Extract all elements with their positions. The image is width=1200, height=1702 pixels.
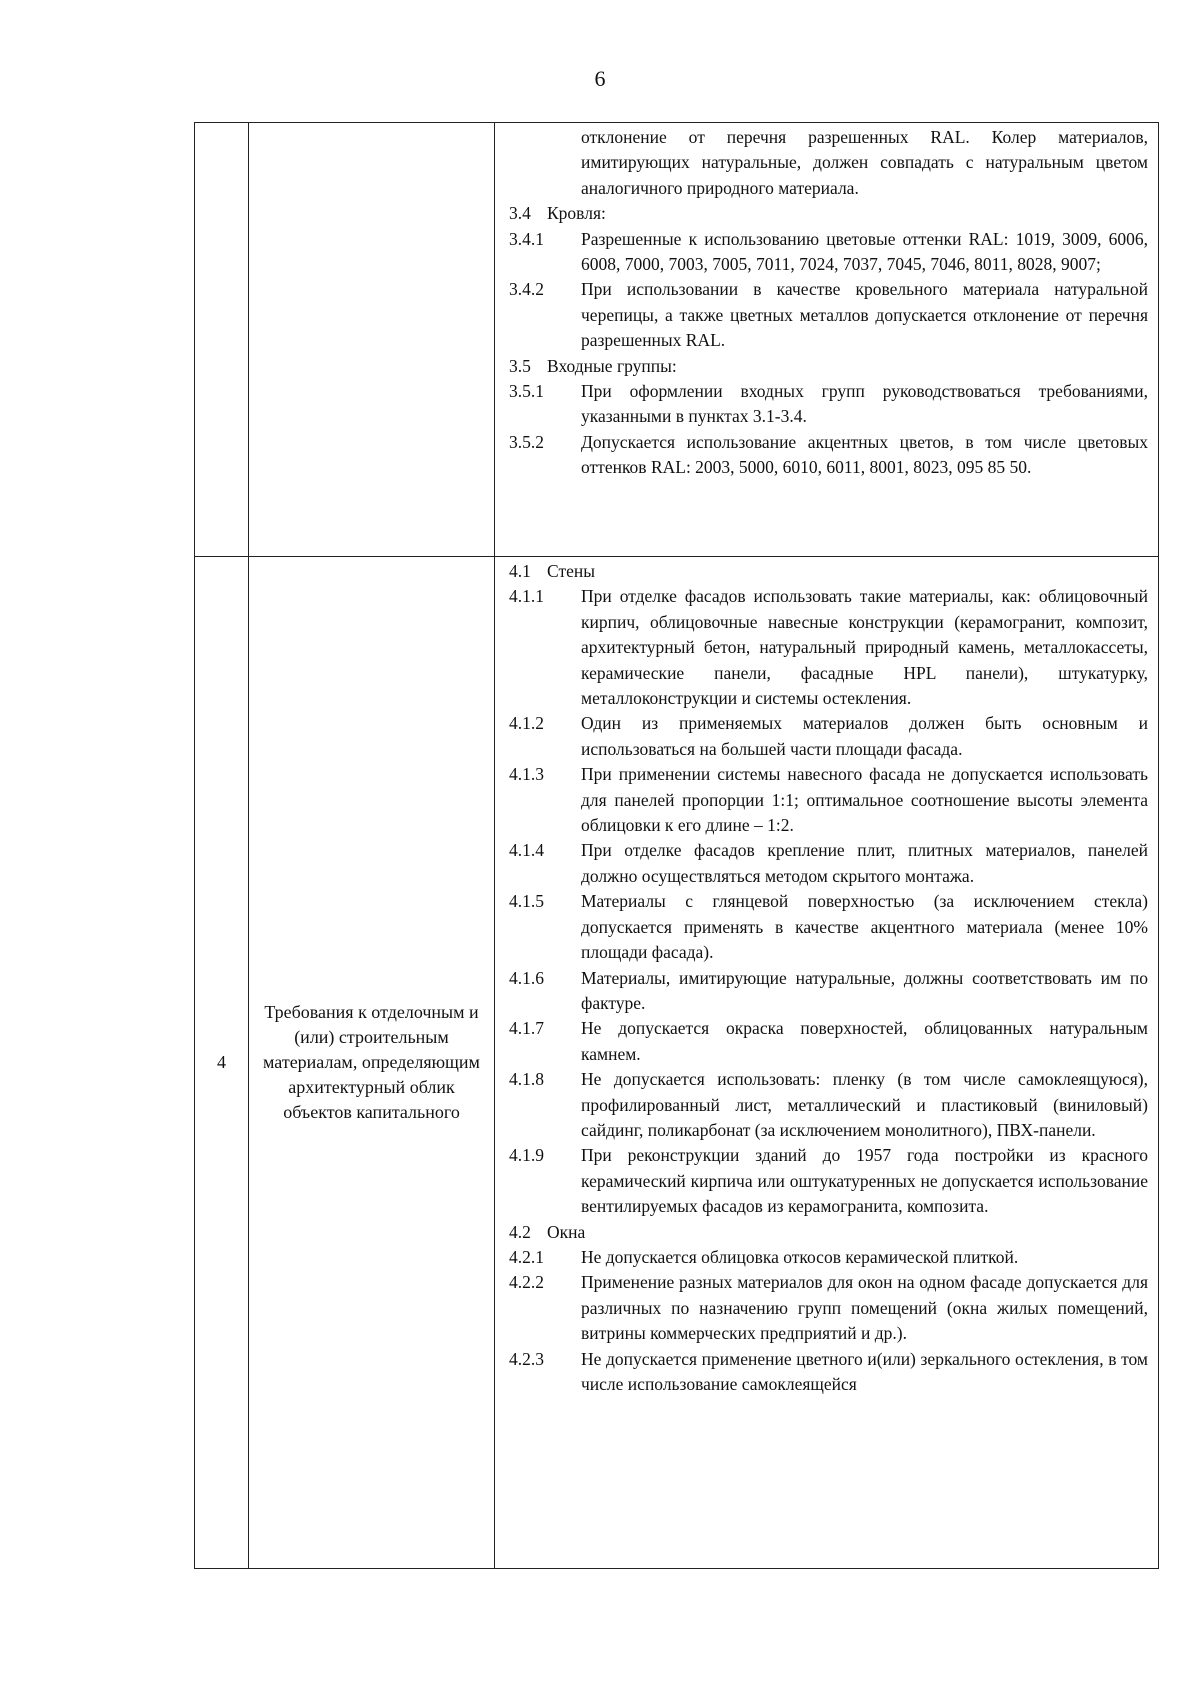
page-number: 6	[594, 66, 606, 91]
item-text: Не допускается применение цветного и(или) зеркального остекления, в том числе использование самоклеящейся	[581, 1348, 1148, 1394]
section-heading	[509, 354, 1148, 379]
list-item	[509, 379, 1148, 430]
item-text: Материалы с глянцевой поверхностью (за исключением стекла) допускается применять в качестве акцентного материала (менее 10% площади фасада).	[581, 891, 1148, 963]
list-item	[509, 838, 1148, 889]
list-item	[509, 1347, 1148, 1398]
section-list	[509, 201, 1148, 480]
list-item	[509, 584, 1148, 711]
section-number: 4.2	[509, 1221, 531, 1242]
table-row	[195, 123, 1159, 557]
section-heading	[509, 1220, 1148, 1245]
list-item	[509, 1067, 1148, 1143]
row-title-cell	[249, 123, 495, 557]
list-item	[509, 1270, 1148, 1346]
item-number: 4.2.1	[509, 1246, 544, 1267]
item-text: При оформлении входных групп руководствоваться требованиями, указанными в пунктах 3.1-3.4.	[581, 381, 1148, 427]
list-item	[509, 1143, 1148, 1219]
section-heading	[509, 201, 1148, 226]
item-number: 4.2.2	[509, 1272, 544, 1293]
item-number: 3.4.2	[509, 279, 544, 300]
item-text: Применение разных материалов для окон на одном фасаде допускается для различных по назначению групп помещений (окна жилых помещений, витрины коммерческих предприятий и др.).	[581, 1272, 1148, 1344]
item-number: 3.4.1	[509, 228, 544, 249]
item-text: Материалы, имитирующие натуральные, должны соответствовать им по фактуре.	[581, 967, 1148, 1013]
row-number-cell	[195, 123, 249, 557]
item-text: При отделке фасадов использовать такие материалы, как: облицовочный кирпич, облицовочные навесные конструкции (керамогранит, композит, архитектурный бетон, натуральный природный камень, металлокассеты, керамические панели, фасадные HPL панели), штукатурку, металлоконструкции и системы остекления.	[581, 586, 1148, 709]
item-number: 3.5.1	[509, 381, 544, 402]
section-title: Стены	[547, 561, 595, 581]
item-number: 4.2.3	[509, 1348, 544, 1369]
row-content-cell	[495, 557, 1159, 1569]
item-number: 4.1.7	[509, 1018, 544, 1039]
item-number: 4.1.2	[509, 713, 544, 734]
section-number: 3.4	[509, 203, 531, 224]
item-text: При реконструкции зданий до 1957 года постройки из красного керамический кирпича или оштукатуренных не допускается использование вентилируемых фасадов из керамогранита, композита.	[581, 1145, 1148, 1217]
item-text: Не допускается окраска поверхностей, облицованных натуральным камнем.	[581, 1018, 1148, 1064]
item-text: Не допускается использовать: пленку (в том числе самоклеящуюся), профилированный лист, металлический и пластиковый (виниловый) сайдинг, поликарбонат (за исключением монолитного), ПВХ-панели.	[581, 1069, 1148, 1140]
item-text: Не допускается облицовка откосов керамической плиткой.	[581, 1246, 1019, 1267]
item-number: 4.1.5	[509, 891, 544, 912]
section-heading	[509, 559, 1148, 584]
continuation-text: отклонение от перечня разрешенных RAL. Колер материалов, имитирующих натуральные, должен совпадать с натуральным цветом аналогичного природного материала.	[581, 127, 1148, 198]
item-number: 3.5.2	[509, 431, 544, 452]
section-list	[509, 559, 1148, 1397]
list-item	[509, 1016, 1148, 1067]
list-item	[509, 889, 1148, 965]
item-number: 4.1.4	[509, 840, 544, 861]
section-title: Окна	[547, 1221, 586, 1242]
item-text: При применении системы навесного фасада не допускается использовать для панелей пропорции 1:1; оптимальное соотношение высоты элемента облицовки к его длине – 1:2.	[581, 764, 1148, 836]
row-content-cell	[495, 123, 1159, 557]
list-item	[509, 227, 1148, 278]
item-text: Разрешенные к использованию цветовые оттенки RAL: 1019, 3009, 6006, 6008, 7000, 7003, 7005, 7011, 7024, 7037, 7045, 7046, 8011, 8028, 9007;	[581, 228, 1148, 275]
list-item	[509, 966, 1148, 1017]
item-text: Допускается использование акцентных цветов, в том числе цветовых оттенков RAL: 2003, 5000, 6010, 6011, 8001, 8023, 095 85 50.	[581, 431, 1148, 478]
section-number: 3.5	[509, 355, 531, 376]
section-title: Кровля:	[547, 203, 606, 224]
item-number: 4.1.6	[509, 967, 544, 988]
list-item	[509, 711, 1148, 762]
item-text: При отделке фасадов крепление плит, плитных материалов, панелей должно осуществляться методом скрытого монтажа.	[581, 840, 1148, 886]
item-text: Один из применяемых материалов должен быть основным и использоваться на большей части площади фасада.	[581, 713, 1148, 759]
item-text: При использовании в качестве кровельного материала натуральной черепицы, а также цветных металлов допускается отклонение от перечня разрешенных RAL.	[581, 279, 1148, 351]
item-number: 4.1.8	[509, 1069, 544, 1090]
list-item	[509, 762, 1148, 838]
table-row	[195, 557, 1159, 1569]
row-title: Требования к отделочным и (или) строительным материалам, определяющим архитектурный облик объектов капитального	[249, 557, 495, 1569]
item-number: 4.1.3	[509, 764, 544, 785]
list-item	[509, 430, 1148, 481]
item-number: 4.1.1	[509, 586, 544, 607]
requirements-table	[194, 122, 1159, 1569]
row-number: 4	[195, 557, 249, 1569]
section-number: 4.1	[509, 561, 531, 581]
section-title: Входные группы:	[547, 355, 677, 376]
item-number: 4.1.9	[509, 1145, 544, 1166]
list-item	[509, 277, 1148, 353]
list-item	[509, 1245, 1148, 1270]
